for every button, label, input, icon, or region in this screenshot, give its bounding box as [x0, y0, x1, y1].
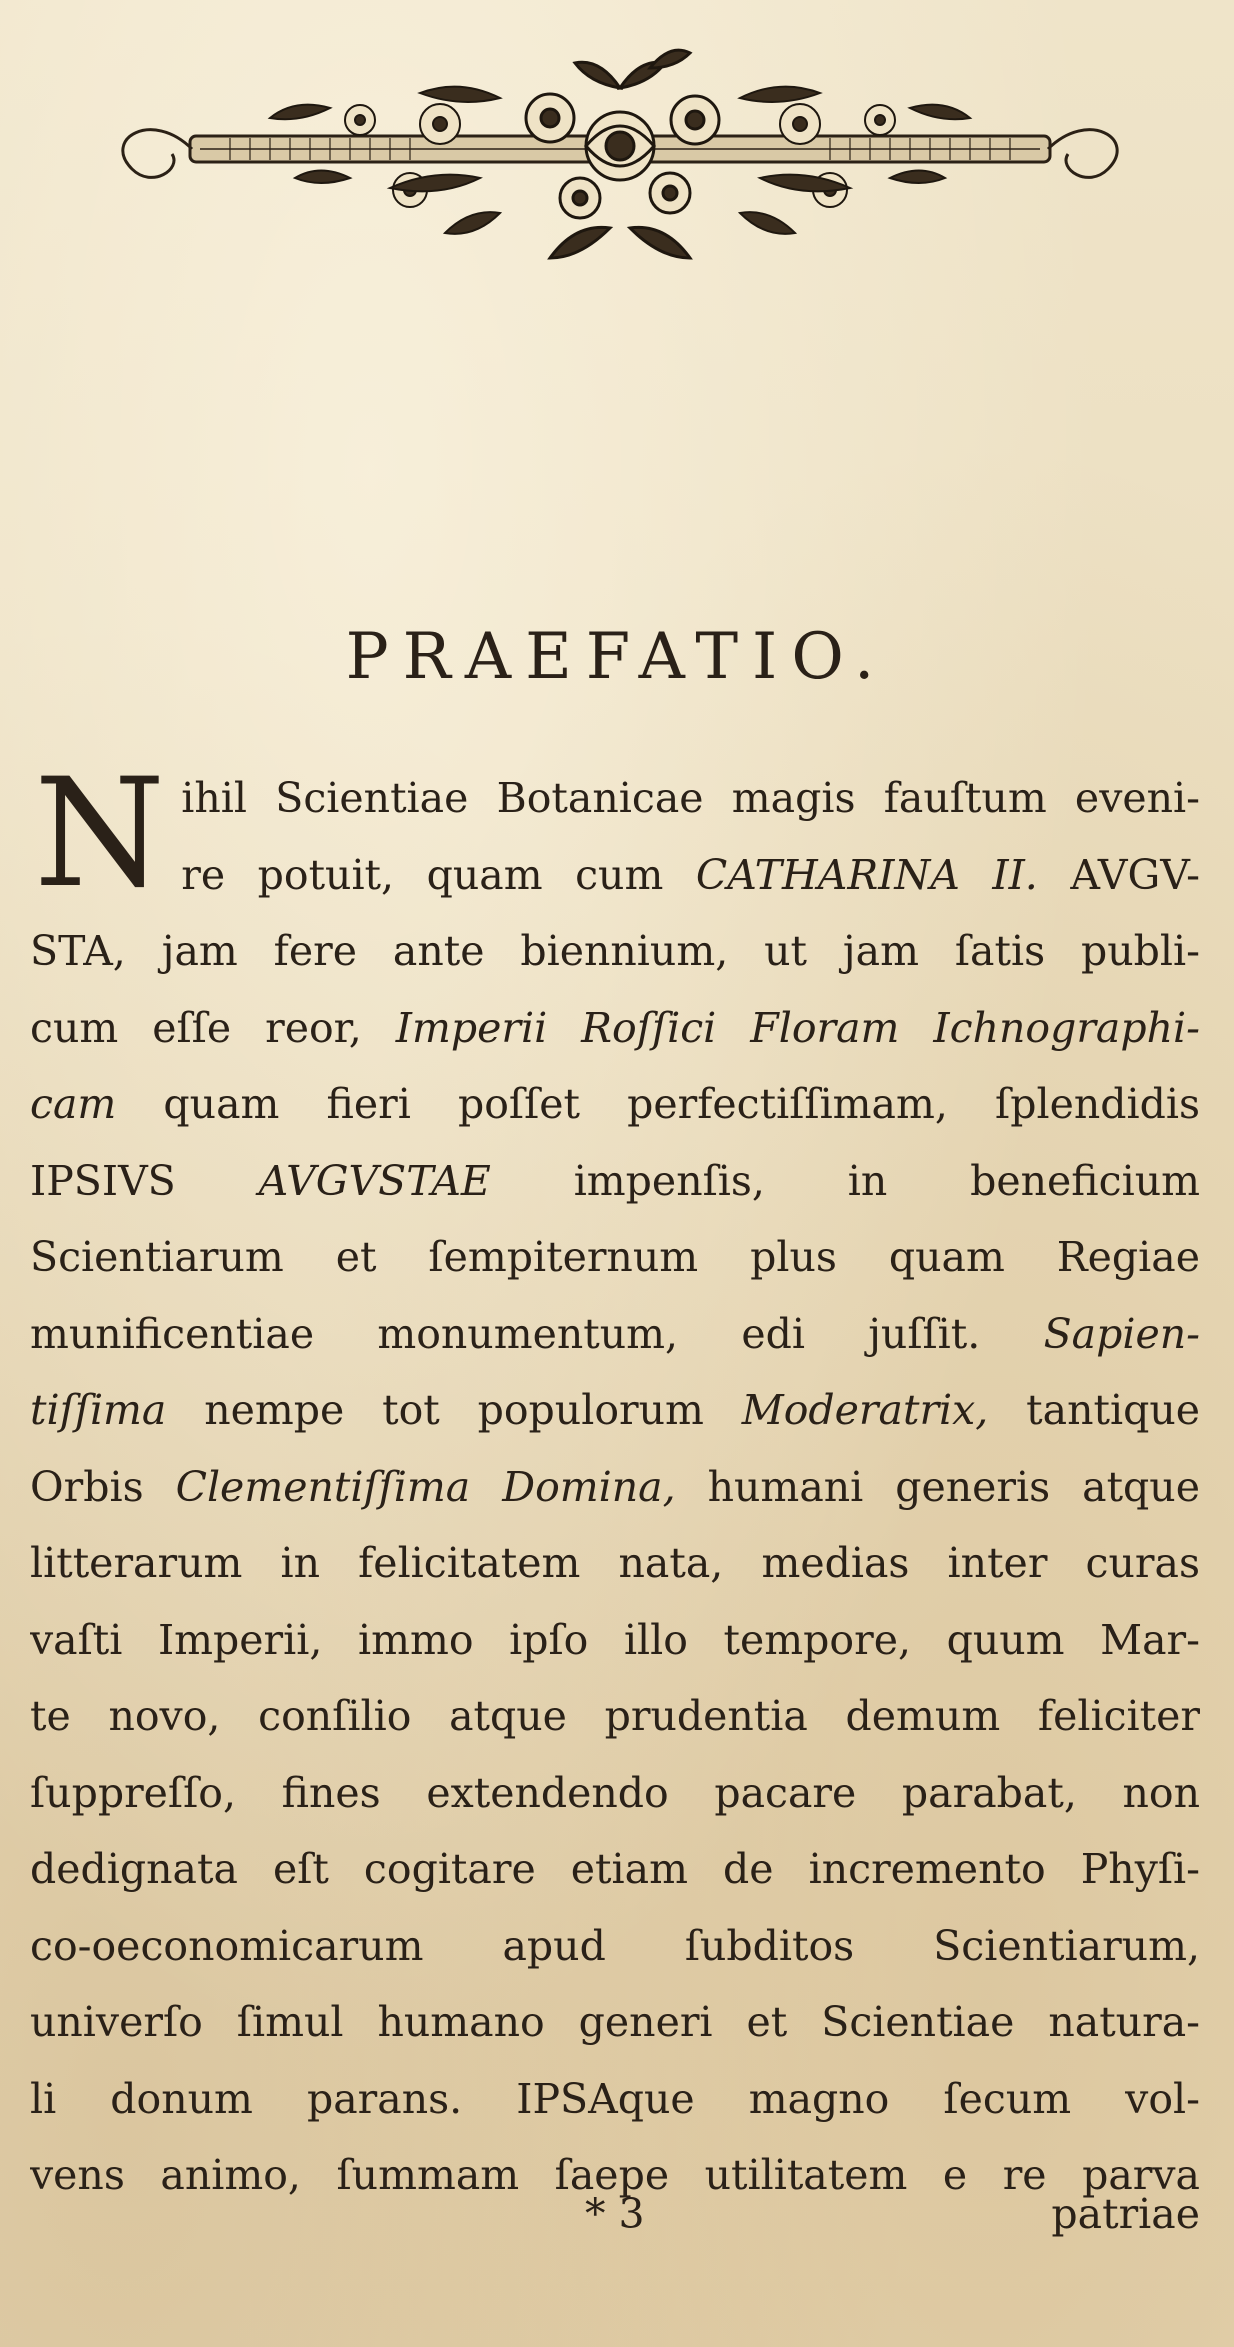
- text-run: vaſti Imperii, immo ipſo illo tempore, quum Mar-: [30, 1615, 1200, 1664]
- page-title: PRAEFATIO.: [345, 620, 889, 694]
- text-run: Scientiarum et ſempiternum plus quam Regiae: [30, 1233, 1200, 1281]
- text-line-5: [30, 1066, 1200, 1143]
- text-run: co-oeconomicarum apud ſubditos Scientiarum,: [30, 1921, 1200, 1970]
- text-run: quam fieri poſſet perfectiſſimam, ſplendidis: [116, 1080, 1200, 1128]
- text-run: re potuit, quam cum: [181, 850, 696, 899]
- text-line-6: [30, 1143, 1200, 1220]
- text-line-7: [30, 1219, 1200, 1296]
- text-run: AVGV-: [1037, 850, 1200, 899]
- text-run: munificentiae monumentum, edi juſſit.: [30, 1309, 1044, 1358]
- italic-run: AVGVSTAE: [258, 1156, 491, 1205]
- text-line-8: [30, 1296, 1200, 1373]
- drop-cap: N: [34, 747, 166, 921]
- text-line-10: [30, 1449, 1200, 1526]
- text-run: ſuppreſſo, fines extendendo pacare parabat, non: [30, 1768, 1200, 1817]
- text-line-18: [30, 2061, 1200, 2138]
- text-line-12: [30, 1602, 1200, 1679]
- text-run: tantique: [988, 1386, 1200, 1434]
- text-line-14: [30, 1755, 1200, 1832]
- text-run: nempe tot populorum: [166, 1386, 742, 1434]
- text-run: impenſis, in beneficium: [490, 1156, 1200, 1205]
- text-run: humani generis atque: [675, 1462, 1200, 1511]
- text-line-4: [30, 990, 1200, 1067]
- text-line-11: [30, 1525, 1200, 1602]
- catchword: patriae: [1051, 2190, 1200, 2238]
- text-run: STA, jam fere ante biennium, ut jam ſatis publi-: [30, 927, 1200, 975]
- text-line-15: [30, 1831, 1200, 1908]
- text-run: IPSIVS: [30, 1156, 259, 1205]
- text-run: te novo, conſilio atque prudentia demum feliciter: [30, 1692, 1200, 1740]
- text-run: vens animo, ſummam ſaepe utilitatem e re parva: [30, 2151, 1200, 2199]
- italic-run: Imperii Roſſici Floram Ichnographi-: [395, 1003, 1200, 1052]
- text-line-13: [30, 1678, 1200, 1755]
- text-run: Orbis: [30, 1462, 176, 1511]
- text-line-9: [30, 1372, 1200, 1449]
- italic-run: cam: [30, 1080, 117, 1128]
- italic-run: Moderatrix,: [741, 1386, 989, 1434]
- page-footer: [0, 2190, 1234, 2270]
- italic-run: Clementiſſima Domina,: [175, 1462, 676, 1511]
- signature-mark: * 3: [585, 2190, 645, 2238]
- text-run: cum eſſe reor,: [30, 1003, 396, 1052]
- text-line-2: [181, 837, 1200, 914]
- text-line-17: [30, 1984, 1200, 2061]
- italic-run: CATHARINA II.: [695, 850, 1038, 899]
- italic-run: tiſſima: [30, 1386, 167, 1434]
- text-run: dedignata eſt cogitare etiam de incremento Phyſi-: [30, 1845, 1200, 1893]
- floral-headpiece-icon: [110, 28, 1130, 290]
- italic-run: Sapien-: [1043, 1309, 1200, 1358]
- text-line-3: [30, 913, 1200, 990]
- text-run: li donum parans. IPSAque magno ſecum vol-: [30, 2074, 1200, 2123]
- text-run: litterarum in felicitatem nata, medias inter curas: [30, 1539, 1200, 1587]
- text-run: univerſo ſimul humano generi et Scientiae natura-: [30, 1998, 1200, 2046]
- text-line-1: [181, 760, 1200, 837]
- text-run: ihil Scientiae Botanicae magis fauſtum eveni-: [181, 774, 1200, 822]
- preface-text: [30, 747, 1200, 2214]
- text-line-16: [30, 1908, 1200, 1985]
